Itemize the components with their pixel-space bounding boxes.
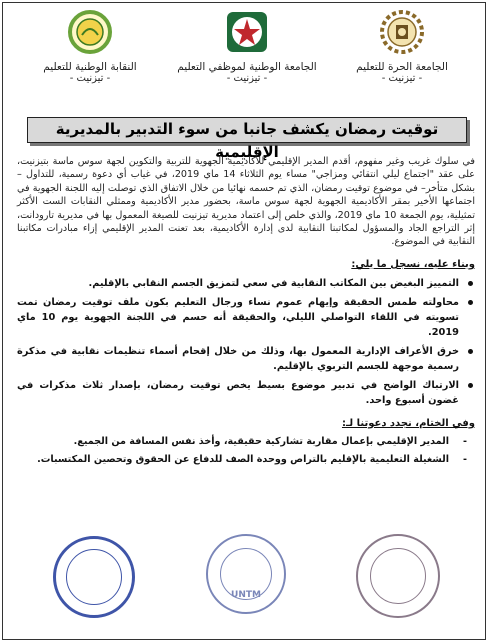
star-emblem-icon [224,9,270,55]
list-item-text: خرق الأعراف الإدارية المعمول بها، وذلك من خلال إقحام أسماء تنظيمات نقابية في مذكرة رسمية موجهة للجسم التربوي بالإقليم. [17,345,459,372]
union-city: - تيزنيت - [381,73,423,84]
findings-list [17,276,475,408]
list-item [17,276,475,291]
stamp-untm-icon [206,534,286,614]
demands-list [17,435,475,467]
union-national-syndicate [15,9,165,85]
union-name: الجامعة الوطنية لموظفي التعليم [177,61,317,73]
stamp-text: UNTM [231,590,261,601]
list-item-text: التمييز البغيض بين المكاتب النقابية في سعي لتمزيق الجسم النقابي بالإقليم. [88,277,459,289]
list-item-text: المدير الإقليمي بإعمال مقاربة تشاركية حقيقية، وأخذ نفس المسافة من الجميع. [73,435,449,447]
stamps-row [3,528,485,638]
stamp-national-syndicate-icon [53,536,135,618]
document-body [17,155,475,471]
section-heading-findings: وبناء عليه، نسجل ما يلي: [351,258,475,270]
document-page [2,2,486,640]
stamp-inner-ring [66,549,122,605]
list-item-text: الارتباك الواضح في تدبير موضوع بسيط يخص توقيت رمضان، بإصدار ثلاث مذكرات في غضون أسبوع واحد. [17,379,459,406]
list-item [17,453,475,467]
union-city: - تيزنيت - [69,73,111,84]
bullet-icon [468,349,473,354]
list-item-text: محاولته طمس الحقيقة وإيهام عموم نساء ورجال التعليم بكون ملف توقيت رمضان تمت تسويته في اللقاء التواصلي الليلي، والحقيقة أنه حسم في اللجنة الجهوية يوم 10 ماي 2019. [17,296,459,338]
intro-paragraph: في سلوك غريب وغير مفهوم، أقدم المدير الإقليمي للأكاديمية الجهوية للتربية والتكوين لجهة سوس ماسة بتيزنيت، على عقد "اجتماع ليلي انتقائي ومزاجي" مساء يوم الثلاثاء 14 ماي 2019، في غياب أي دعوة رسمية، للتداول – بشكل متأخر– في موضوع توقيت رمضان، الذي تم حسمه نهائيا من خلال الاتفاق الذي توصلت إليه اللجنة الجهوية في اجتماعها الأخير بمقر الأكاديمية الجهوية لجهة سوس ماسة، بحضور مدير الأكاديمية وممثلي النقابات الست الأكثر تمثيلية، يوم الجمعة 10 ماي 2019، والذي خلص إلى اعتماد مديرية تيزنيت للصيغة المعمول بها في مديرية تارودانت، إثر التراجع الجاد والمسؤول لمكاتبنا النقابية لدى إدارة الأكاديمية، بعد تعنت المدير الإقليمي إزاء مبادرات مكاتبنا النقابية في الموضوع. [17,156,475,248]
list-item-text: الشغيلة التعليمية بالإقليم بالتراص ووحدة الصف للدفاع عن الحقوق وتحصين المكتسبات. [37,453,449,465]
bullet-icon [468,383,473,388]
list-item [17,344,475,374]
list-item [17,435,475,449]
stamp-free-federation-icon [356,534,440,618]
bullet-icon [468,281,473,286]
letterhead [3,3,485,113]
list-item [17,378,475,408]
bullet-icon [468,300,473,305]
dash-icon: - [463,453,467,465]
wreath-emblem-icon [67,9,113,55]
section-heading-demands: وفي الختام، نجدد دعوتنا لـ: [341,417,475,429]
document-title: توقيت رمضان يكشف جانبا من سوء التدبير بالمديرية الإقليمية [27,117,467,143]
dash-icon: - [463,435,467,447]
union-city: - تيزنيت - [226,73,268,84]
union-name: الجامعة الحرة للتعليم [356,61,448,73]
union-name: النقابة الوطنية للتعليم [43,61,137,73]
gear-emblem-icon [379,9,425,55]
union-national-federation [172,9,322,85]
union-free-federation [327,9,477,85]
list-item [17,295,475,340]
stamp-inner-ring [370,548,426,604]
